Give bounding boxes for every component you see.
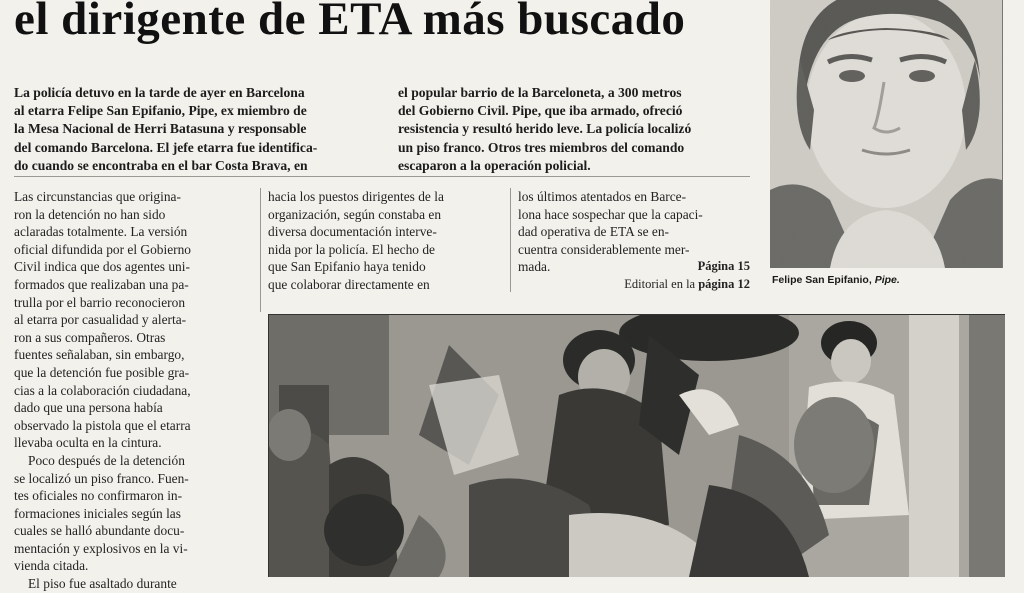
column-line-end: mada.: [518, 259, 551, 275]
lead-line: La policía detuvo en la tarde de ayer en Barcelona: [14, 85, 305, 100]
photo-caption: [772, 274, 1002, 286]
column-line: ron la detención no han sido: [14, 206, 166, 222]
column-line: mentación y explosivos en la vi-: [14, 540, 188, 556]
column-line: observado la pistola que el etarra: [14, 417, 191, 433]
column-line: al etarra por casualidad y alerta-: [14, 312, 187, 328]
column-line: dado que una persona había: [14, 400, 163, 416]
column-line: fuentes señalaban, sin embargo,: [14, 347, 185, 363]
lead-line: el popular barrio de la Barceloneta, a 300 metros: [398, 85, 682, 100]
column-line: formaciones iniciales según las: [14, 505, 181, 521]
arrest-scene-image: [269, 315, 1005, 577]
column-line: nida por la policía. El hecho de: [268, 241, 435, 257]
column-line: cuales se halló abundante docu-: [14, 523, 185, 539]
lead-line: al etarra Felipe San Epifanio, Pipe, ex miembro de: [14, 103, 307, 119]
divider: [260, 188, 261, 312]
column-line: los últimos atentados en Barce-: [518, 189, 687, 204]
page-reference: Página 15: [697, 259, 750, 274]
lead-line: escaparon a la operación policial.: [398, 157, 591, 173]
column-line: formados que realizaban una pa-: [14, 276, 189, 292]
column-line: diversa documentación interve-: [268, 224, 437, 240]
caption-alias: Pipe.: [874, 274, 900, 286]
article-column-2: [268, 188, 500, 294]
lead-paragraph-right: [398, 84, 750, 175]
caption-name: Felipe San Epifanio,: [772, 274, 872, 286]
editorial-prefix: Editorial en la: [624, 276, 696, 291]
column-line: El piso fue asaltado durante: [28, 576, 177, 592]
column-line: organización, según constaba en: [268, 206, 442, 222]
lead-paragraph-left: [14, 84, 374, 175]
lead-line: del comando Barcelona. El jefe etarra fue identifica-: [14, 139, 318, 155]
lead-line: del Gobierno Civil. Pipe, que iba armado, ofreció: [398, 103, 683, 119]
column-line: [518, 258, 750, 276]
headline: el dirigente de ETA más buscado: [14, 0, 686, 45]
column-line: ron a sus compañeros. Otras: [14, 329, 166, 345]
portrait-photo: [770, 0, 1003, 268]
column-line: trulla por el barrio reconocieron: [14, 294, 186, 310]
column-line: lona hace sospechar que la capaci-: [518, 206, 703, 222]
editorial-reference: [518, 276, 750, 294]
lead-line: un piso franco. Otros tres miembros del comando: [398, 139, 685, 155]
lead-line: la Mesa Nacional de Herri Batasuna y responsable: [14, 121, 307, 137]
column-line: cuentra considerablemente mer-: [518, 241, 690, 257]
column-line: vienda citada.: [14, 558, 89, 574]
column-line: Las circunstancias que origina-: [14, 189, 181, 204]
column-line: que la detención fue posible gra-: [14, 364, 190, 380]
column-line: cias a la colaboración ciudadana,: [14, 382, 191, 398]
column-line: hacia los puestos dirigentes de la: [268, 189, 444, 204]
portrait-image: [770, 0, 1002, 268]
divider: [14, 176, 750, 177]
divider: [510, 188, 511, 292]
article-column-1: [14, 188, 252, 593]
column-line: que San Epifanio haya tenido: [268, 259, 426, 275]
lead-line: do cuando se encontraba en el bar Costa Brava, en: [14, 157, 308, 173]
editorial-page: página 12: [698, 276, 750, 291]
arrest-scene-photo: [268, 314, 1005, 577]
column-line: oficial difundida por el Gobierno: [14, 241, 192, 257]
lead-line: resistencia y resultó herido leve. La policía localizó: [398, 121, 692, 137]
column-line: llevaba oculta en la cintura.: [14, 435, 162, 451]
column-line: tes oficiales no confirmaron in-: [14, 488, 183, 504]
column-line: dad operativa de ETA se en-: [518, 224, 669, 240]
column-line: se localizó un piso franco. Fuen-: [14, 470, 189, 486]
column-line: Civil indica que dos agentes uni-: [14, 259, 190, 275]
column-line: que colaborar directamente en: [268, 276, 430, 292]
article-column-3: [518, 188, 750, 294]
column-line: aclaradas totalmente. La versión: [14, 224, 188, 240]
column-line: Poco después de la detención: [28, 452, 185, 468]
